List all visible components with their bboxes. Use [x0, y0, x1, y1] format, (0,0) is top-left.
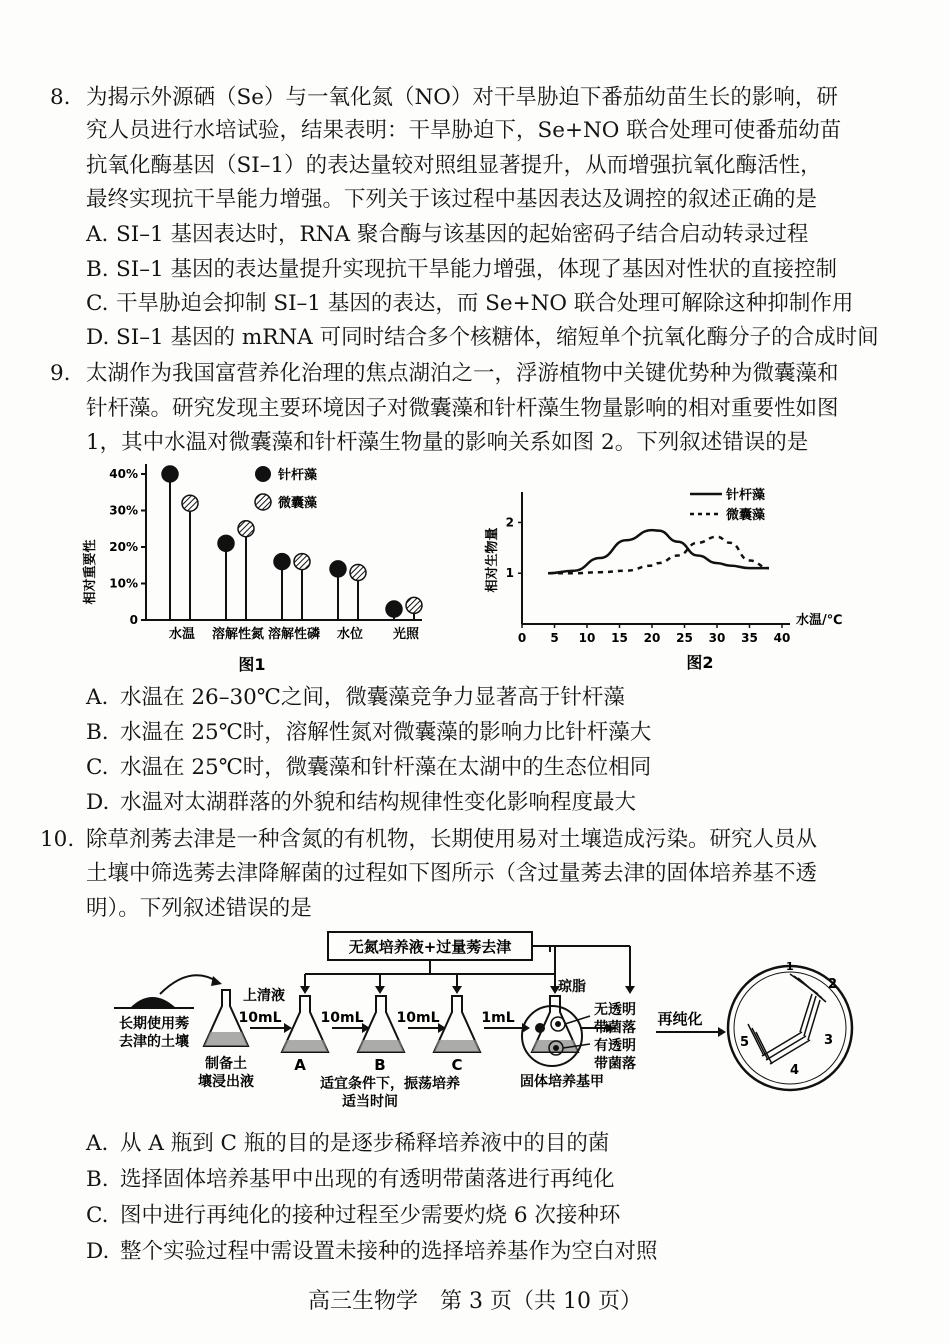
fig2-xlabel: 水温/℃ — [796, 613, 843, 628]
fig1-ylabel: 相对重要性 — [83, 539, 98, 605]
fig1-point — [274, 554, 290, 570]
streak-label: 2 — [828, 977, 838, 992]
figure-1-chart — [70, 458, 430, 678]
fig2-legend-label: 微囊藻 — [726, 508, 766, 523]
fig2-x-tick-label: 30 — [708, 631, 726, 645]
streak-label: 3 — [824, 1033, 834, 1048]
fig1-y-tick-label: 0 — [129, 613, 138, 627]
shake-label: 适当时间 — [342, 1094, 398, 1110]
fig1-legend-label: 微囊藻 — [278, 496, 318, 511]
q10-option-a: 从 A 瓶到 C 瓶的目的是逐步稀释培养液中的目的菌 — [120, 1131, 610, 1156]
repurify-label: 再纯化 — [657, 1010, 703, 1028]
halo-label: 带菌落 — [594, 1056, 636, 1072]
fig2-x-tick-label: 10 — [578, 631, 596, 645]
q9-number: 9. — [50, 361, 71, 386]
fig1-legend-hatched-marker — [255, 494, 271, 510]
figure-2-chart — [478, 478, 858, 678]
q8-option-b-label: B. — [86, 257, 109, 282]
q10-option-c-label: C. — [86, 1203, 109, 1228]
fig1-legend-label: 针杆藻 — [278, 468, 318, 483]
fig2-x-tick-label: 5 — [550, 631, 559, 645]
fig2-y-tick-label: 1 — [505, 566, 514, 581]
q9-option-c-label: C. — [86, 755, 109, 780]
fig1-point — [330, 561, 346, 577]
fig1-category-label: 光照 — [392, 627, 420, 642]
agar-plate-icon — [522, 1006, 582, 1066]
fig2-ylabel: 相对生物量 — [485, 527, 500, 593]
fig1-point — [162, 466, 178, 482]
q10-option-d: 整个实验过程中需设置未接种的选择培养基作为空白对照 — [120, 1239, 658, 1264]
q8-stem-line: 为揭示外源硒（Se）与一氧化氮（NO）对干旱胁迫下番茄幼苗生长的影响，研 — [86, 85, 838, 110]
q9-option-d: 水温对太湖群落的外貌和结构规律性变化影响程度最大 — [120, 790, 637, 815]
soil-pile-icon — [130, 997, 176, 1008]
fig1-point — [218, 535, 234, 551]
q8-option-d: SI–1 基因的 mRNA 可同时结合多个核糖体，缩短单个抗氧化酶分子的合成时间 — [116, 325, 879, 350]
fig1-point — [350, 565, 366, 581]
fig2-x-tick-label: 0 — [517, 631, 527, 645]
q8-number: 8. — [50, 85, 71, 110]
q8-stem-line: 最终实现抗干旱能力增强。下列关于该过程中基因表达及调控的叙述正确的是 — [86, 187, 818, 212]
fig2-x-tick-label: 15 — [611, 631, 628, 645]
q10-option-b-label: B. — [86, 1167, 109, 1192]
prep-label: 制备土 — [205, 1056, 247, 1072]
q10-number: 10. — [40, 827, 75, 852]
q9-stem-line: 针杆藻。研究发现主要环境因子对微囊藻和针杆藻生物量影响的相对重要性如图 — [86, 396, 839, 421]
q10-stem-line: 除草剂莠去津是一种含氮的有机物，长期使用易对土壤造成污染。研究人员从 — [86, 827, 818, 852]
volume-label: 10mL — [320, 1010, 364, 1026]
flask-b-label: B — [374, 1056, 386, 1074]
fig1-y-axis-label — [82, 539, 98, 604]
fig1-y-tick-label: 30% — [109, 503, 138, 518]
q10-option-c: 图中进行再纯化的接种过程至少需要灼烧 6 次接种环 — [120, 1203, 621, 1228]
prep-label: 壤浸出液 — [198, 1074, 254, 1090]
fig1-point — [182, 495, 198, 511]
flask-a-label: A — [294, 1056, 306, 1074]
medium-box-label: 无氮培养液+过量莠去津 — [348, 938, 512, 956]
q8-option-d-label: D. — [86, 325, 110, 350]
fig2-title: 图2 — [686, 653, 714, 672]
figure-3-screening-diagram — [100, 928, 920, 1116]
supernatant-label: 上清液 — [243, 988, 285, 1004]
q10-stem-line: 明）。下列叙述错误的是 — [86, 896, 312, 921]
no-halo-label: 带菌落 — [594, 1020, 636, 1036]
fig1-y-tick-label: 10% — [109, 576, 138, 591]
q10-stem-line: 土壤中筛选莠去津降解菌的过程如下图所示（含过量莠去津的固体培养基不透 — [86, 861, 818, 886]
flask-c-label: C — [451, 1056, 463, 1074]
volume-label: 10mL — [238, 1010, 282, 1026]
soil-label: 去津的土壤 — [119, 1034, 189, 1050]
q9-option-d-label: D. — [86, 790, 110, 815]
fig1-point — [294, 554, 310, 570]
fig1-point — [406, 597, 422, 613]
q9-option-c: 水温在 25℃时，微囊藻和针杆藻在太湖中的生态位相同 — [120, 755, 652, 780]
q8-option-c-label: C. — [86, 291, 109, 316]
fig1-point — [386, 601, 402, 617]
fig1-category-label: 溶解性磷 — [267, 627, 321, 642]
q9-option-b: 水温在 25℃时，溶解性氮对微囊藻的影响力比针杆藻大 — [120, 720, 652, 745]
q9-option-b-label: B. — [86, 720, 109, 745]
plate-label: 固体培养基甲 — [520, 1074, 604, 1090]
soil-label: 长期使用莠 — [119, 1016, 189, 1032]
fig2-legend-label: 针杆藻 — [726, 488, 766, 503]
fig2-series-line — [548, 530, 769, 573]
page-footer: 高三生物学 第 3 页（共 10 页） — [308, 1289, 642, 1314]
fig1-point — [238, 521, 254, 537]
streak-label: 1 — [786, 960, 794, 973]
fig1-category-label: 水位 — [336, 627, 364, 642]
fig1-y-tick-label: 40% — [109, 467, 138, 481]
fig2-x-tick-label: 20 — [643, 631, 661, 645]
volume-label: 1mL — [481, 1010, 515, 1026]
q9-option-a: 水温在 26–30℃之间，微囊藻竞争力显著高于针杆藻 — [120, 685, 625, 710]
q9-stem-line: 1，其中水温对微囊藻和针杆藻生物量的影响关系如图 2。下列叙述错误的是 — [86, 430, 809, 455]
fig1-title: 图1 — [238, 655, 266, 674]
q8-option-b: SI–1 基因的表达量提升实现抗干旱能力增强，体现了基因对性状的直接控制 — [116, 257, 837, 282]
q8-option-c: 干旱胁迫会抑制 SI–1 基因的表达，而 Se+NO 联合处理可解除这种抑制作用 — [116, 291, 854, 316]
fig1-legend-solid-marker — [255, 466, 271, 482]
q9-stem-line: 太湖作为我国富营养化治理的焦点湖泊之一，浮游植物中关键优势种为微囊藻和 — [86, 361, 839, 386]
shake-label: 适宜条件下，振荡培养 — [320, 1076, 460, 1092]
halo-label: 有透明 — [594, 1038, 636, 1054]
q8-stem-line: 究人员进行水培试验，结果表明：干旱胁迫下，Se+NO 联合处理可使番茄幼苗 — [86, 118, 842, 143]
q8-option-a: SI–1 基因表达时，RNA 聚合酶与该基因的起始密码子结合启动转录过程 — [116, 222, 809, 247]
fig2-x-tick-label: 40 — [773, 631, 791, 645]
fig2-y-tick-label: 2 — [505, 515, 514, 530]
q10-option-b: 选择固体培养基甲中出现的有透明带菌落进行再纯化 — [120, 1167, 615, 1192]
q8-option-a-label: A. — [86, 222, 109, 247]
streak-label: 4 — [790, 1063, 800, 1078]
fig1-category-label: 溶解性氮 — [211, 627, 265, 642]
q10-option-a-label: A. — [86, 1131, 109, 1156]
fig1-y-tick-label: 20% — [109, 540, 138, 554]
q10-option-d-label: D. — [86, 1239, 110, 1264]
fig1-category-label: 水温 — [168, 627, 196, 642]
q8-stem-line: 抗氧化酶基因（SI–1）的表达量较对照组显著提升，从而增强抗氧化酶活性， — [86, 153, 822, 178]
volume-label: 10mL — [396, 1010, 440, 1026]
fig2-x-tick-label: 35 — [741, 631, 758, 645]
fig2-x-tick-label: 25 — [676, 631, 693, 645]
agar-label: 琼脂 — [558, 979, 586, 995]
no-halo-label: 无透明 — [594, 1002, 636, 1018]
streak-label: 5 — [740, 1035, 750, 1050]
q9-option-a-label: A. — [86, 685, 109, 710]
